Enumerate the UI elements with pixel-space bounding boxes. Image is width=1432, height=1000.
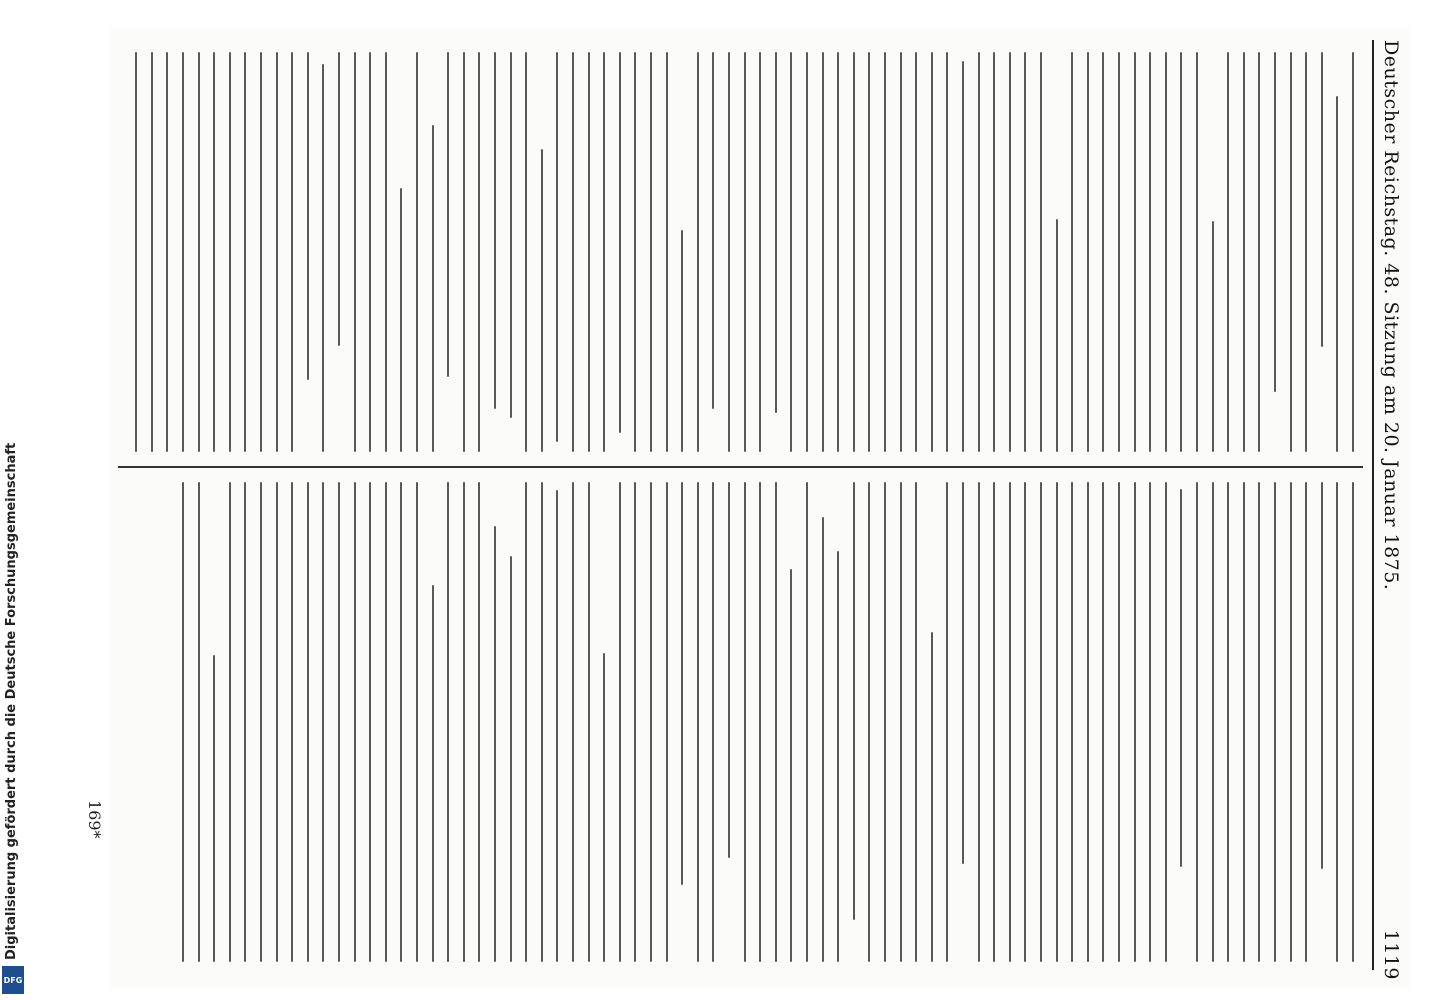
text-line <box>1056 482 1058 962</box>
text-line <box>525 482 527 962</box>
text-line <box>900 482 902 962</box>
text-line <box>1087 482 1089 962</box>
text-line <box>182 482 184 962</box>
text-line <box>1056 219 1058 452</box>
text-line <box>619 482 621 962</box>
text-line <box>1290 482 1292 962</box>
text-line <box>666 52 668 452</box>
text-line <box>775 52 777 413</box>
text-line <box>1212 221 1214 452</box>
text-line <box>728 52 730 452</box>
text-line <box>510 556 512 962</box>
text-line <box>1321 52 1323 347</box>
text-line <box>650 482 652 962</box>
text-line <box>837 52 839 452</box>
text-line <box>1118 482 1120 962</box>
text-line <box>1196 52 1198 452</box>
text-line <box>525 52 527 452</box>
text-line <box>744 482 746 962</box>
text-line <box>588 52 590 452</box>
text-line <box>588 482 590 962</box>
text-line <box>338 52 340 346</box>
text-line <box>354 482 356 962</box>
text-line <box>385 482 387 962</box>
text-line <box>1305 482 1307 962</box>
text-line <box>1134 482 1136 962</box>
text-line <box>1087 52 1089 452</box>
text-line <box>759 482 761 962</box>
text-line <box>978 52 980 452</box>
text-line <box>915 52 917 452</box>
text-line <box>1290 52 1292 452</box>
text-line <box>915 482 917 962</box>
text-line <box>822 517 824 962</box>
dfg-logo: DFG <box>2 966 24 994</box>
text-line <box>541 482 543 962</box>
header-title: Deutscher Reichstag. 48. Sitzung am 20. Januar 1875. <box>1380 40 1402 591</box>
text-line <box>463 52 465 452</box>
text-line <box>416 52 418 452</box>
text-line <box>962 61 964 452</box>
text-line <box>1040 482 1042 962</box>
text-line <box>697 482 699 962</box>
text-line <box>510 52 512 418</box>
text-line <box>213 655 215 962</box>
text-line <box>291 482 293 962</box>
text-line <box>260 482 262 962</box>
text-line <box>494 526 496 962</box>
text-line <box>1352 482 1354 962</box>
text-line <box>572 482 574 962</box>
text-line <box>837 551 839 962</box>
text-line <box>432 585 434 962</box>
running-header <box>1378 40 1404 980</box>
text-line <box>416 482 418 962</box>
footer-page-number: 169* <box>85 800 104 839</box>
text-line <box>260 52 262 452</box>
text-line <box>822 52 824 452</box>
text-line <box>806 482 808 962</box>
text-line <box>182 52 184 452</box>
text-line <box>1305 52 1307 452</box>
text-line <box>666 482 668 962</box>
text-line <box>1274 52 1276 392</box>
text-line <box>697 52 699 452</box>
text-line <box>1165 482 1167 962</box>
text-line <box>619 52 621 433</box>
text-line <box>978 482 980 962</box>
text-line <box>1227 52 1229 452</box>
text-line <box>931 632 933 962</box>
text-line <box>603 52 605 452</box>
text-line <box>681 482 683 885</box>
text-line <box>541 149 543 452</box>
text-line <box>993 482 995 962</box>
text-line <box>884 482 886 962</box>
text-line <box>213 52 215 452</box>
text-line <box>1196 482 1198 962</box>
text-line <box>338 482 340 962</box>
text-line <box>1227 482 1229 962</box>
text-line <box>494 52 496 409</box>
text-line <box>806 52 808 452</box>
text-line <box>291 52 293 452</box>
text-line <box>1212 482 1214 962</box>
text-line <box>681 230 683 452</box>
text-line <box>853 482 855 920</box>
text-line <box>354 52 356 452</box>
text-line <box>603 653 605 962</box>
text-line <box>1118 52 1120 452</box>
text-line <box>572 52 574 452</box>
text-line <box>229 482 231 962</box>
text-line <box>759 52 761 452</box>
text-line <box>1321 482 1323 869</box>
text-line <box>229 52 231 452</box>
column-rule <box>118 466 1363 468</box>
text-line <box>900 52 902 452</box>
text-line <box>432 125 434 452</box>
text-line <box>1040 52 1042 452</box>
text-line <box>198 482 200 962</box>
text-line <box>447 52 449 377</box>
text-line <box>728 482 730 858</box>
text-line <box>151 52 153 452</box>
text-line <box>1274 482 1276 962</box>
text-line <box>1352 52 1354 452</box>
text-line <box>307 482 309 962</box>
text-line <box>369 52 371 452</box>
text-line <box>744 52 746 452</box>
text-line <box>884 52 886 452</box>
text-line <box>993 52 995 452</box>
text-line <box>198 52 200 452</box>
text-line <box>1071 482 1073 962</box>
text-line <box>276 482 278 962</box>
text-line <box>1243 482 1245 962</box>
text-line <box>1165 52 1167 452</box>
text-line <box>775 482 777 962</box>
text-line <box>276 52 278 452</box>
text-line <box>931 52 933 452</box>
text-line <box>307 52 309 380</box>
text-line <box>650 52 652 452</box>
header-rule <box>1372 40 1374 970</box>
text-line <box>853 52 855 452</box>
text-line <box>1009 52 1011 452</box>
text-line <box>1149 482 1151 962</box>
text-line <box>463 482 465 962</box>
text-line <box>385 52 387 452</box>
header-page-number: 1119 <box>1380 929 1402 980</box>
text-line <box>1149 52 1151 452</box>
text-line <box>1009 482 1011 962</box>
text-line <box>135 52 137 452</box>
text-line <box>447 482 449 962</box>
text-line <box>1071 52 1073 452</box>
text-line <box>1243 52 1245 452</box>
text-line <box>1134 52 1136 452</box>
text-line <box>369 482 371 962</box>
digitization-credit: Digitalisierung gefördert durch die Deutsche Forschungsgemeinschaft <box>4 442 19 960</box>
text-line <box>962 482 964 864</box>
